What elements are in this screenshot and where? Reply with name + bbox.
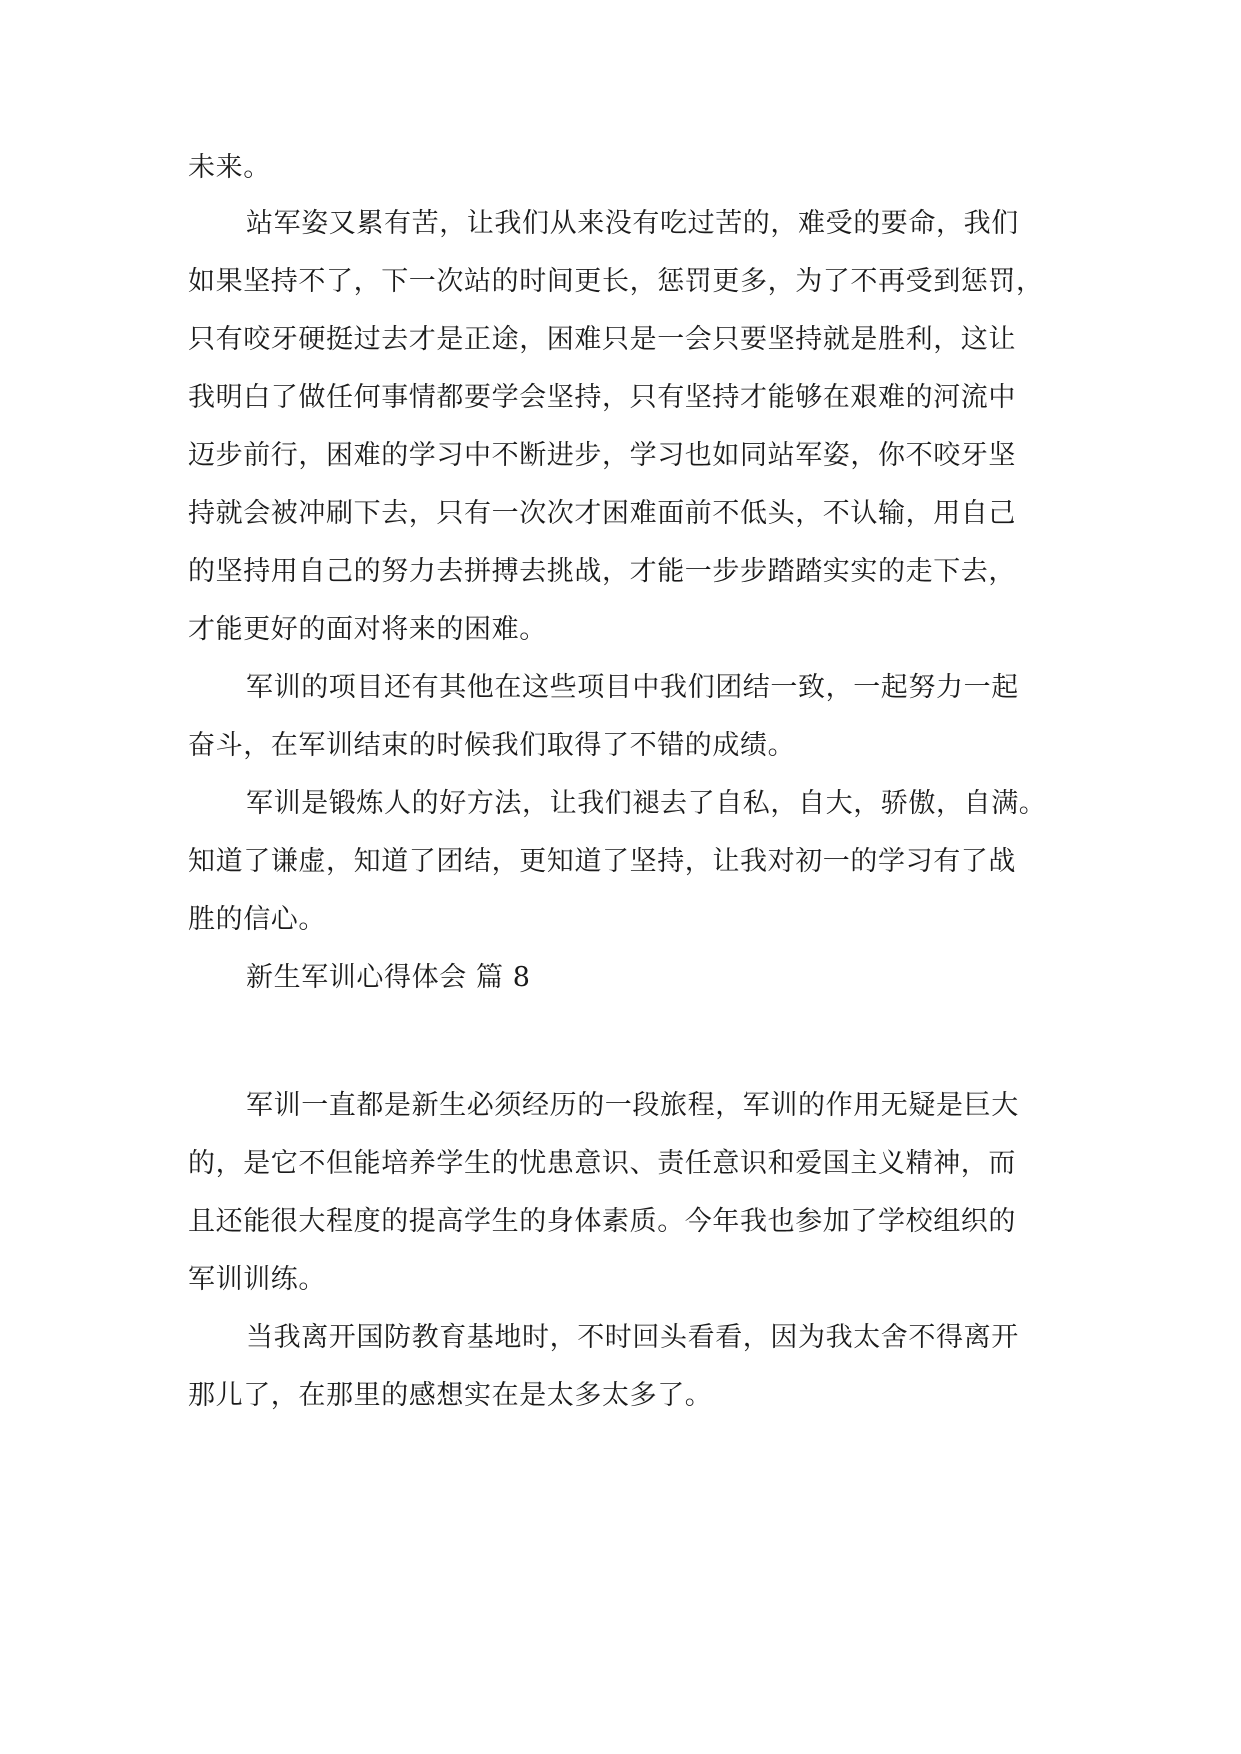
text-line: 军训训练。 [188, 1264, 326, 1295]
paragraph-first-line: 军训的项目还有其他在这些项目中我们团结一致，一起努力一起 [246, 672, 1019, 703]
text-line: 胜的信心。 [188, 904, 326, 935]
text-line: 迈步前行，困难的学习中不断进步，学习也如同站军姿，你不咬牙坚 [188, 440, 1016, 471]
text-line: 只有咬牙硬挺过去才是正途，困难只是一会只要坚持就是胜利，这让 [188, 324, 1016, 355]
paragraph-first-line: 军训是锻炼人的好方法，让我们褪去了自私，自大，骄傲，自满。 [246, 788, 1047, 819]
paragraph-first-line: 军训一直都是新生必须经历的一段旅程，军训的作用无疑是巨大 [246, 1090, 1019, 1121]
text-line: 那儿了，在那里的感想实在是太多太多了。 [188, 1380, 713, 1411]
text-line: 持就会被冲刷下去，只有一次次才困难面前不低头，不认输，用自己 [188, 498, 1016, 529]
text-line: 未来。 [188, 152, 271, 183]
text-line: 才能更好的面对将来的困难。 [188, 614, 547, 645]
text-line: 我明白了做任何事情都要学会坚持，只有坚持才能够在艰难的河流中 [188, 382, 1016, 413]
paragraph-first-line: 站军姿又累有苦，让我们从来没有吃过苦的，难受的要命，我们 [246, 208, 1019, 239]
text-line: 奋斗，在军训结束的时候我们取得了不错的成绩。 [188, 730, 796, 761]
text-line: 知道了谦虚，知道了团结，更知道了坚持，让我对初一的学习有了战 [188, 846, 1016, 877]
text-line: 的，是它不但能培养学生的忧患意识、责任意识和爱国主义精神，而 [188, 1148, 1016, 1179]
text-line: 且还能很大程度的提高学生的身体素质。今年我也参加了学校组织的 [188, 1206, 1016, 1237]
paragraph-first-line: 当我离开国防教育基地时，不时回头看看，因为我太舍不得离开 [246, 1322, 1019, 1353]
section-heading: 新生军训心得体会 篇 8 [246, 962, 531, 993]
text-line: 如果坚持不了，下一次站的时间更长，惩罚更多，为了不再受到惩罚， [188, 266, 1044, 297]
text-line: 的坚持用自己的努力去拼搏去挑战，才能一步步踏踏实实的走下去， [188, 556, 1016, 587]
